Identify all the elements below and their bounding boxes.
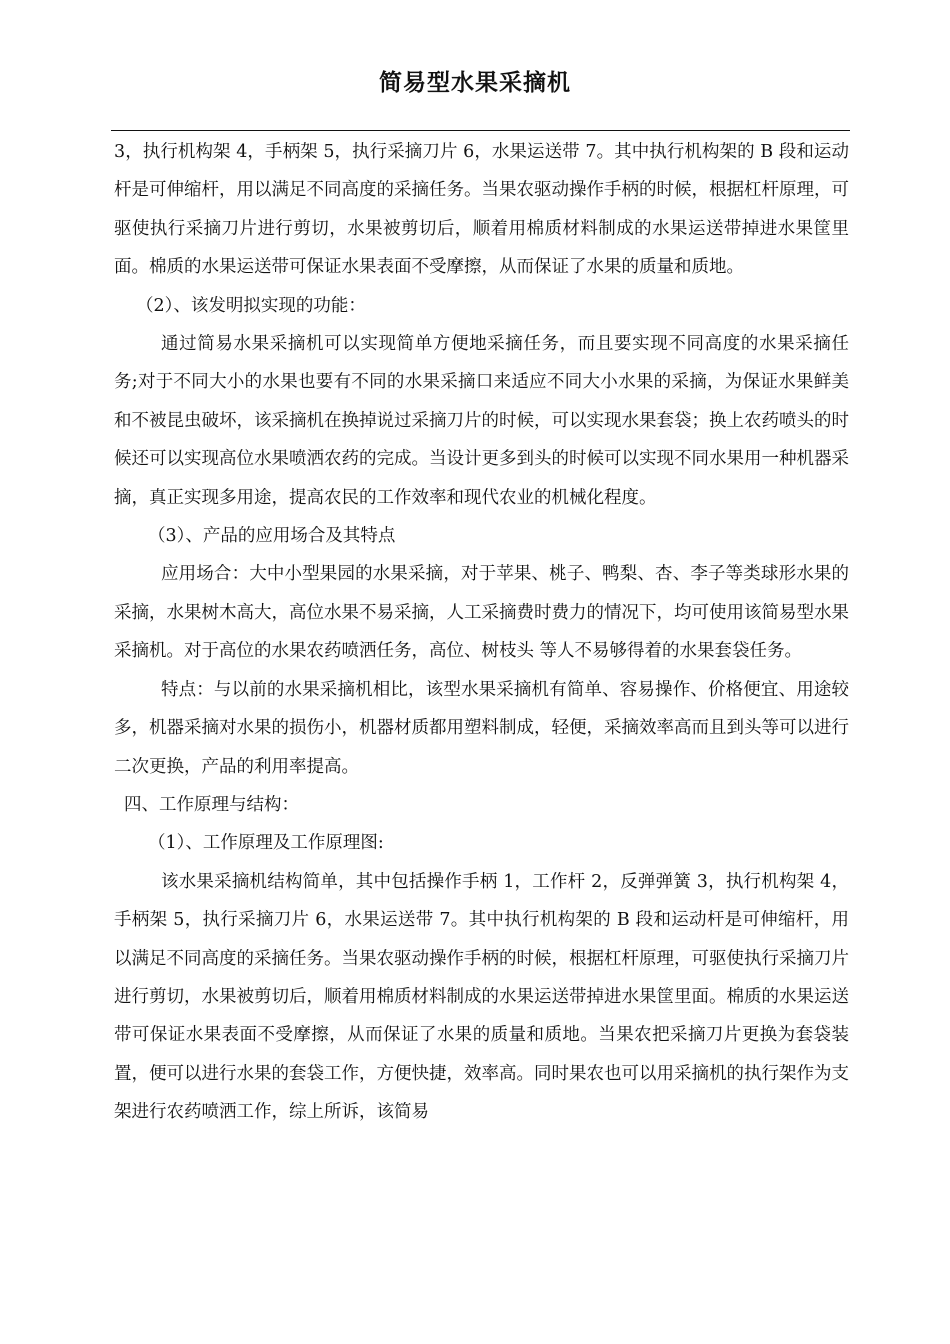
chapter-heading-principle: 四、工作原理与结构： bbox=[124, 794, 299, 815]
paragraph-principle: 该水果采摘机结构简单，其中包括操作手柄 1，工作杆 2，反弹弹簧 3，执行机构架 4，手柄架 5，执行采摘刀片 6，水果运送带 7。其中执行机构架的 B 段和运动杆是可伸缩杆，用以满足不同高度的采摘任务。当果农驱动操作手柄的时候，根据杠杆原理，可驱使执行采摘刀片进行剪切，水果被剪切后，顺着用棉质材料制成的水果运送带掉进水果筐里面。棉质的水果运送带可保证水果表面不受摩擦，从而保证了水果的质量和质地。当果农把采摘刀片更换为套袋装置，便可以进行水果的套袋工作，方便快捷，效率高。同时果农也可以用采摘机的执行架作为支架进行农药喷洒工作，综上所诉，该简易 bbox=[114, 871, 849, 1123]
section-heading-principle-diagram: （1）、工作原理及工作原理图: bbox=[148, 833, 384, 854]
paragraph-continuation: 3，执行机构架 4，手柄架 5，执行采摘刀片 6，水果运送带 7。其中执行机构架的 B 段和运动杆是可伸缩杆，用以满足不同高度的采摘任务。当果农驱动操作手柄的时候，根据杠杆原理，可驱使执行采摘刀片进行剪切，水果被剪切后，顺着用棉质材料制成的水果运送带掉进水果筐里面。棉质的水果运送带可保证水果表面不受摩擦，从而保证了水果的质量和质地。 bbox=[114, 142, 849, 278]
document-body bbox=[114, 133, 849, 1132]
paragraph-applications: 应用场合：大中小型果园的水果采摘，对于苹果、桃子、鸭梨、杏、李子等类球形水果的采摘，水果树木高大，高位水果不易采摘，人工采摘费时费力的情况下，均可使用该简易型水果采摘机。对于高位的水果农药喷洒任务，高位、树枝头 等人不易够得着的水果套袋任务。 bbox=[114, 564, 849, 662]
header-divider bbox=[111, 130, 850, 131]
section-heading-functions: （2）、该发明拟实现的功能： bbox=[136, 295, 366, 316]
paragraph-features: 特点：与以前的水果采摘机相比，该型水果采摘机有简单、容易操作、价格便宜、用途较多，机器采摘对水果的损伤小，机器材质都用塑料制成，轻便，采摘效率高而且到头等可以进行二次更换，产品的利用率提高。 bbox=[114, 679, 849, 777]
page-header-title: 简易型水果采摘机 bbox=[379, 70, 571, 96]
section-heading-applications: （3）、产品的应用场合及其特点 bbox=[148, 526, 396, 547]
paragraph-functions: 通过简易水果采摘机可以实现简单方便地采摘任务，而且要实现不同高度的水果采摘任务;对于不同大小的水果也要有不同的水果采摘口来适应不同大小水果的采摘，为保证水果鲜美和不被昆虫破坏，该采摘机在换掉说过采摘刀片的时候，可以实现水果套袋；换上农药喷头的时候还可以实现高位水果喷洒农药的完成。当设计更多到头的时候可以实现不同水果用一种机器采摘，真正实现多用途，提高农民的工作效率和现代农业的机械化程度。 bbox=[114, 334, 849, 508]
